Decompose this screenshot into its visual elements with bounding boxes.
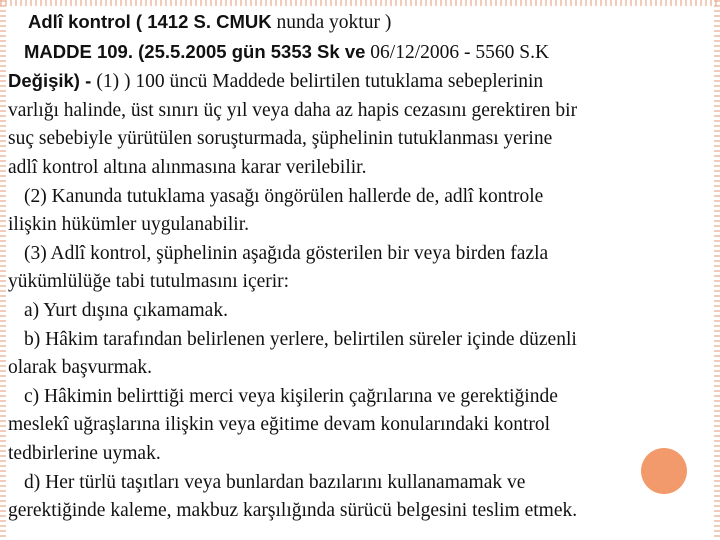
madde-bold: MADDE 109. (25.5.2005 gün 5353 Sk ve xyxy=(24,40,366,62)
paragraph-2-line-1: (2) Kanunda tutuklama yasağı öngörülen hallerde de, adlî kontrole xyxy=(24,185,544,207)
item-c-line-3: tedbirlerine uymak. xyxy=(8,442,161,464)
paragraph-3-line-1: (3) Adlî kontrol, şüphelinin aşağıda gösterilen bir veya birden fazla xyxy=(24,242,549,264)
item-c-line-2: meslekî uğraşlarına ilişkin veya eğitime devam konularındaki kontrol xyxy=(8,414,551,436)
item-a: a) Yurt dışına çıkamamak. xyxy=(24,299,228,321)
paragraph-1-line-2: varlığı halinde, üst sınırı üç yıl veya daha az hapis cezasını gerektiren bir xyxy=(8,99,578,121)
item-d-line-2: gerektiğinde kaleme, makbuz karşılığında sürücü belgesini teslim etmek. xyxy=(8,500,578,522)
decorative-circle xyxy=(641,448,687,494)
heading-line xyxy=(8,8,712,38)
paragraph-1-line-3: suç sebebiyle yürütülen soruşturmada, şüphelinin tutuklanması yerine xyxy=(8,128,553,150)
item-d-line-1: d) Her türlü taşıtları veya bunlardan bazılarını kullanamamak ve xyxy=(24,471,526,493)
frame-top-border xyxy=(0,0,720,6)
madde-line xyxy=(8,38,712,68)
heading-bold: Adlî kontrol ( 1412 S. CMUK xyxy=(28,11,272,32)
madde-line-2 xyxy=(8,67,712,97)
madde-rest: (1) ) 100 üncü Maddede belirtilen tutuklama sebeplerinin xyxy=(96,71,544,93)
document-body xyxy=(8,8,712,526)
item-c-line-1: c) Hâkimin belirttiği merci veya kişilerin çağrılarına ve gerektiğinde xyxy=(24,385,558,407)
madde-bold-2: Değişik) - xyxy=(8,70,97,92)
frame-left-border xyxy=(0,0,6,540)
madde-normal: 06/12/2006 - 5560 S.K xyxy=(365,41,550,63)
item-b-line-2: olarak başvurmak. xyxy=(8,357,153,379)
paragraph-1-line-4: adlî kontrol altına alınmasına karar verilebilir. xyxy=(8,156,367,178)
paragraph-3-line-2: yükümlülüğe tabi tutulmasını içerir: xyxy=(8,271,290,293)
paragraph-2-line-2: ilişkin hükümler uygulanabilir. xyxy=(8,214,250,236)
item-b-line-1: b) Hâkim tarafından belirlenen yerlere, belirtilen süreler içinde düzenli xyxy=(24,328,577,350)
frame-right-border xyxy=(714,0,720,540)
heading-normal: nunda yoktur ) xyxy=(271,12,392,33)
